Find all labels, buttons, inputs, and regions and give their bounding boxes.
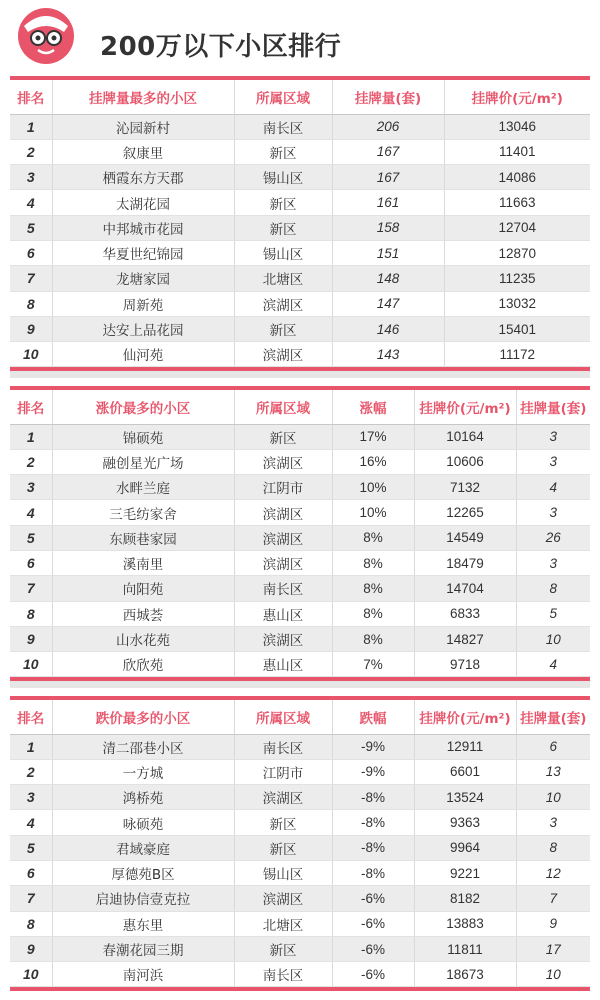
community-name-cell: 华夏世纪锦园 [52, 240, 234, 265]
listing-price-cell: 13046 [444, 114, 590, 139]
listing-price-cell: 12265 [414, 500, 516, 525]
rank-cell: 1 [10, 114, 52, 139]
listing-price-cell: 10606 [414, 449, 516, 474]
rank-cell: 10 [10, 342, 52, 367]
listing-price-cell: 13524 [414, 785, 516, 810]
table-header-row [10, 700, 590, 734]
listing-price-cell: 9221 [414, 860, 516, 885]
change-cell: -6% [332, 911, 414, 936]
table-row [10, 240, 590, 265]
table-row [10, 266, 590, 291]
listing-count-table [10, 80, 590, 367]
community-name-cell: 太湖花园 [52, 190, 234, 215]
listing-count-cell: 3 [516, 500, 590, 525]
rank-cell: 8 [10, 911, 52, 936]
table-row [10, 165, 590, 190]
listing-price-cell: 6601 [414, 759, 516, 784]
price-rise-panel [10, 386, 590, 688]
listing-price-cell: 18479 [414, 550, 516, 575]
listing-count-cell: 3 [516, 424, 590, 449]
community-name-cell: 东顾巷家园 [52, 525, 234, 550]
area-cell: 南长区 [234, 114, 332, 139]
area-cell: 锡山区 [234, 165, 332, 190]
change-cell: 7% [332, 652, 414, 677]
col-name: 跌价最多的小区 [52, 700, 234, 734]
area-cell: 滨湖区 [234, 500, 332, 525]
listing-count-cell: 158 [332, 215, 444, 240]
listing-count-cell: 151 [332, 240, 444, 265]
col-rank: 排名 [10, 700, 52, 734]
bottom-divider [10, 987, 590, 991]
rank-cell: 4 [10, 190, 52, 215]
rank-cell: 5 [10, 215, 52, 240]
rank-cell: 3 [10, 475, 52, 500]
community-name-cell: 锦硕苑 [52, 424, 234, 449]
area-cell: 滨湖区 [234, 449, 332, 474]
listing-price-cell: 9718 [414, 652, 516, 677]
listing-price-cell: 12704 [444, 215, 590, 240]
rank-cell: 1 [10, 424, 52, 449]
listing-count-cell: 147 [332, 291, 444, 316]
change-cell: 8% [332, 550, 414, 575]
table-row [10, 860, 590, 885]
mascot-logo-icon [16, 6, 76, 66]
col-rank: 排名 [10, 80, 52, 114]
price-rise-table [10, 390, 590, 677]
rank-cell: 10 [10, 962, 52, 987]
col-price: 挂牌价(元/m²) [414, 700, 516, 734]
community-name-cell: 君域豪庭 [52, 835, 234, 860]
listing-price-cell: 7132 [414, 475, 516, 500]
rank-cell: 2 [10, 759, 52, 784]
table-row [10, 500, 590, 525]
listing-price-cell: 8182 [414, 886, 516, 911]
col-count: 挂牌量(套) [516, 700, 590, 734]
listing-price-cell: 12911 [414, 734, 516, 759]
area-cell: 新区 [234, 139, 332, 164]
rank-cell: 1 [10, 734, 52, 759]
area-cell: 新区 [234, 835, 332, 860]
col-name: 涨价最多的小区 [52, 390, 234, 424]
community-name-cell: 春潮花园三期 [52, 936, 234, 961]
rank-cell: 7 [10, 266, 52, 291]
community-name-cell: 一方城 [52, 759, 234, 784]
listing-count-cell: 167 [332, 165, 444, 190]
change-cell: -6% [332, 886, 414, 911]
area-cell: 滨湖区 [234, 342, 332, 367]
table-row [10, 835, 590, 860]
area-cell: 新区 [234, 424, 332, 449]
change-cell: 16% [332, 449, 414, 474]
community-name-cell: 厚德苑B区 [52, 860, 234, 885]
area-cell: 滨湖区 [234, 550, 332, 575]
listing-count-cell: 3 [516, 449, 590, 474]
col-name: 挂牌量最多的小区 [52, 80, 234, 114]
change-cell: 8% [332, 525, 414, 550]
rank-cell: 9 [10, 316, 52, 341]
listing-count-cell: 8 [516, 576, 590, 601]
col-price: 挂牌价(元/m²) [414, 390, 516, 424]
rank-cell: 3 [10, 785, 52, 810]
listing-count-cell: 6 [516, 734, 590, 759]
listing-count-cell: 3 [516, 810, 590, 835]
area-cell: 北塘区 [234, 911, 332, 936]
table-row [10, 291, 590, 316]
col-area: 所属区域 [234, 80, 332, 114]
change-cell: -9% [332, 734, 414, 759]
listing-count-cell: 4 [516, 652, 590, 677]
rank-cell: 9 [10, 626, 52, 651]
section-separator [10, 371, 590, 378]
table-row [10, 342, 590, 367]
table-row [10, 424, 590, 449]
rank-cell: 6 [10, 240, 52, 265]
community-name-cell: 惠东里 [52, 911, 234, 936]
listing-count-cell: 161 [332, 190, 444, 215]
table-body [10, 424, 590, 677]
rank-cell: 2 [10, 139, 52, 164]
listing-count-panel [10, 76, 590, 378]
price-drop-table [10, 700, 590, 987]
area-cell: 新区 [234, 810, 332, 835]
table-row [10, 316, 590, 341]
area-cell: 锡山区 [234, 860, 332, 885]
table-row [10, 576, 590, 601]
table-row [10, 810, 590, 835]
community-name-cell: 周新苑 [52, 291, 234, 316]
area-cell: 新区 [234, 190, 332, 215]
listing-price-cell: 13032 [444, 291, 590, 316]
listing-price-cell: 9964 [414, 835, 516, 860]
rank-cell: 3 [10, 165, 52, 190]
listing-price-cell: 11401 [444, 139, 590, 164]
listing-count-cell: 146 [332, 316, 444, 341]
table-row [10, 759, 590, 784]
community-name-cell: 溪南里 [52, 550, 234, 575]
area-cell: 南长区 [234, 734, 332, 759]
area-cell: 滨湖区 [234, 785, 332, 810]
change-cell: -9% [332, 759, 414, 784]
table-row [10, 936, 590, 961]
listing-count-cell: 206 [332, 114, 444, 139]
rank-cell: 2 [10, 449, 52, 474]
table-body [10, 114, 590, 367]
col-count: 挂牌量(套) [332, 80, 444, 114]
area-cell: 滨湖区 [234, 886, 332, 911]
area-cell: 江阴市 [234, 475, 332, 500]
listing-price-cell: 14086 [444, 165, 590, 190]
community-name-cell: 欣欣苑 [52, 652, 234, 677]
table-row [10, 550, 590, 575]
col-count: 挂牌量(套) [516, 390, 590, 424]
table-row [10, 734, 590, 759]
table-row [10, 652, 590, 677]
table-header-row [10, 80, 590, 114]
change-cell: 8% [332, 576, 414, 601]
rank-cell: 5 [10, 835, 52, 860]
table-row [10, 475, 590, 500]
rank-cell: 9 [10, 936, 52, 961]
community-name-cell: 龙塘家园 [52, 266, 234, 291]
community-name-cell: 叙康里 [52, 139, 234, 164]
table-header-row [10, 390, 590, 424]
change-cell: 17% [332, 424, 414, 449]
rank-cell: 7 [10, 886, 52, 911]
listing-count-cell: 148 [332, 266, 444, 291]
rank-cell: 8 [10, 601, 52, 626]
community-name-cell: 启迪协信壹克拉 [52, 886, 234, 911]
area-cell: 新区 [234, 215, 332, 240]
listing-price-cell: 11663 [444, 190, 590, 215]
listing-price-cell: 11811 [414, 936, 516, 961]
area-cell: 新区 [234, 316, 332, 341]
section-separator [10, 681, 590, 688]
rank-cell: 6 [10, 550, 52, 575]
listing-price-cell: 11172 [444, 342, 590, 367]
community-name-cell: 达安上品花园 [52, 316, 234, 341]
col-price: 挂牌价(元/m²) [444, 80, 590, 114]
table-row [10, 139, 590, 164]
area-cell: 滨湖区 [234, 525, 332, 550]
community-name-cell: 鸿桥苑 [52, 785, 234, 810]
table-row [10, 785, 590, 810]
page-header [0, 0, 600, 74]
community-name-cell: 山水花苑 [52, 626, 234, 651]
listing-count-cell: 10 [516, 626, 590, 651]
listing-count-cell: 17 [516, 936, 590, 961]
col-change: 跌幅 [332, 700, 414, 734]
area-cell: 南长区 [234, 576, 332, 601]
change-cell: -6% [332, 962, 414, 987]
listing-price-cell: 10164 [414, 424, 516, 449]
listing-price-cell: 15401 [444, 316, 590, 341]
price-drop-panel [10, 696, 590, 991]
listing-count-cell: 8 [516, 835, 590, 860]
table-row [10, 626, 590, 651]
community-name-cell: 融创星光广场 [52, 449, 234, 474]
community-name-cell: 水畔兰庭 [52, 475, 234, 500]
table-row [10, 886, 590, 911]
area-cell: 江阴市 [234, 759, 332, 784]
community-name-cell: 沁园新村 [52, 114, 234, 139]
area-cell: 新区 [234, 936, 332, 961]
listing-price-cell: 6833 [414, 601, 516, 626]
listing-price-cell: 14549 [414, 525, 516, 550]
table-row [10, 114, 590, 139]
area-cell: 滨湖区 [234, 626, 332, 651]
change-cell: -8% [332, 835, 414, 860]
community-name-cell: 清二邵巷小区 [52, 734, 234, 759]
change-cell: 8% [332, 626, 414, 651]
community-name-cell: 向阳苑 [52, 576, 234, 601]
change-cell: -8% [332, 860, 414, 885]
area-cell: 惠山区 [234, 652, 332, 677]
listing-price-cell: 14827 [414, 626, 516, 651]
listing-price-cell: 12870 [444, 240, 590, 265]
table-row [10, 190, 590, 215]
listing-count-cell: 10 [516, 962, 590, 987]
rank-cell: 6 [10, 860, 52, 885]
listing-count-cell: 12 [516, 860, 590, 885]
page-title: 200万以下小区排行 [100, 32, 342, 62]
listing-count-cell: 5 [516, 601, 590, 626]
change-cell: 8% [332, 601, 414, 626]
area-cell: 北塘区 [234, 266, 332, 291]
rank-cell: 5 [10, 525, 52, 550]
col-area: 所属区域 [234, 390, 332, 424]
col-area: 所属区域 [234, 700, 332, 734]
rank-cell: 4 [10, 500, 52, 525]
rank-cell: 8 [10, 291, 52, 316]
change-cell: -8% [332, 810, 414, 835]
community-name-cell: 西城荟 [52, 601, 234, 626]
rank-cell: 4 [10, 810, 52, 835]
area-cell: 惠山区 [234, 601, 332, 626]
table-row [10, 449, 590, 474]
change-cell: -6% [332, 936, 414, 961]
change-cell: 10% [332, 500, 414, 525]
rank-cell: 7 [10, 576, 52, 601]
listing-count-cell: 26 [516, 525, 590, 550]
community-name-cell: 栖霞东方天郡 [52, 165, 234, 190]
listing-count-cell: 4 [516, 475, 590, 500]
col-rank: 排名 [10, 390, 52, 424]
listing-count-cell: 3 [516, 550, 590, 575]
community-name-cell: 咏硕苑 [52, 810, 234, 835]
listing-count-cell: 143 [332, 342, 444, 367]
listing-count-cell: 167 [332, 139, 444, 164]
listing-count-cell: 10 [516, 785, 590, 810]
listing-price-cell: 14704 [414, 576, 516, 601]
area-cell: 锡山区 [234, 240, 332, 265]
listing-price-cell: 11235 [444, 266, 590, 291]
listing-price-cell: 13883 [414, 911, 516, 936]
change-cell: -8% [332, 785, 414, 810]
table-row [10, 215, 590, 240]
table-row [10, 525, 590, 550]
col-change: 涨幅 [332, 390, 414, 424]
table-row [10, 601, 590, 626]
listing-price-cell: 9363 [414, 810, 516, 835]
community-name-cell: 中邦城市花园 [52, 215, 234, 240]
listing-count-cell: 9 [516, 911, 590, 936]
area-cell: 滨湖区 [234, 291, 332, 316]
community-name-cell: 南河浜 [52, 962, 234, 987]
listing-count-cell: 13 [516, 759, 590, 784]
table-row [10, 962, 590, 987]
listing-price-cell: 18673 [414, 962, 516, 987]
community-name-cell: 仙河苑 [52, 342, 234, 367]
area-cell: 南长区 [234, 962, 332, 987]
change-cell: 10% [332, 475, 414, 500]
rank-cell: 10 [10, 652, 52, 677]
community-name-cell: 三毛纺家舍 [52, 500, 234, 525]
table-body [10, 734, 590, 987]
table-row [10, 911, 590, 936]
listing-count-cell: 7 [516, 886, 590, 911]
